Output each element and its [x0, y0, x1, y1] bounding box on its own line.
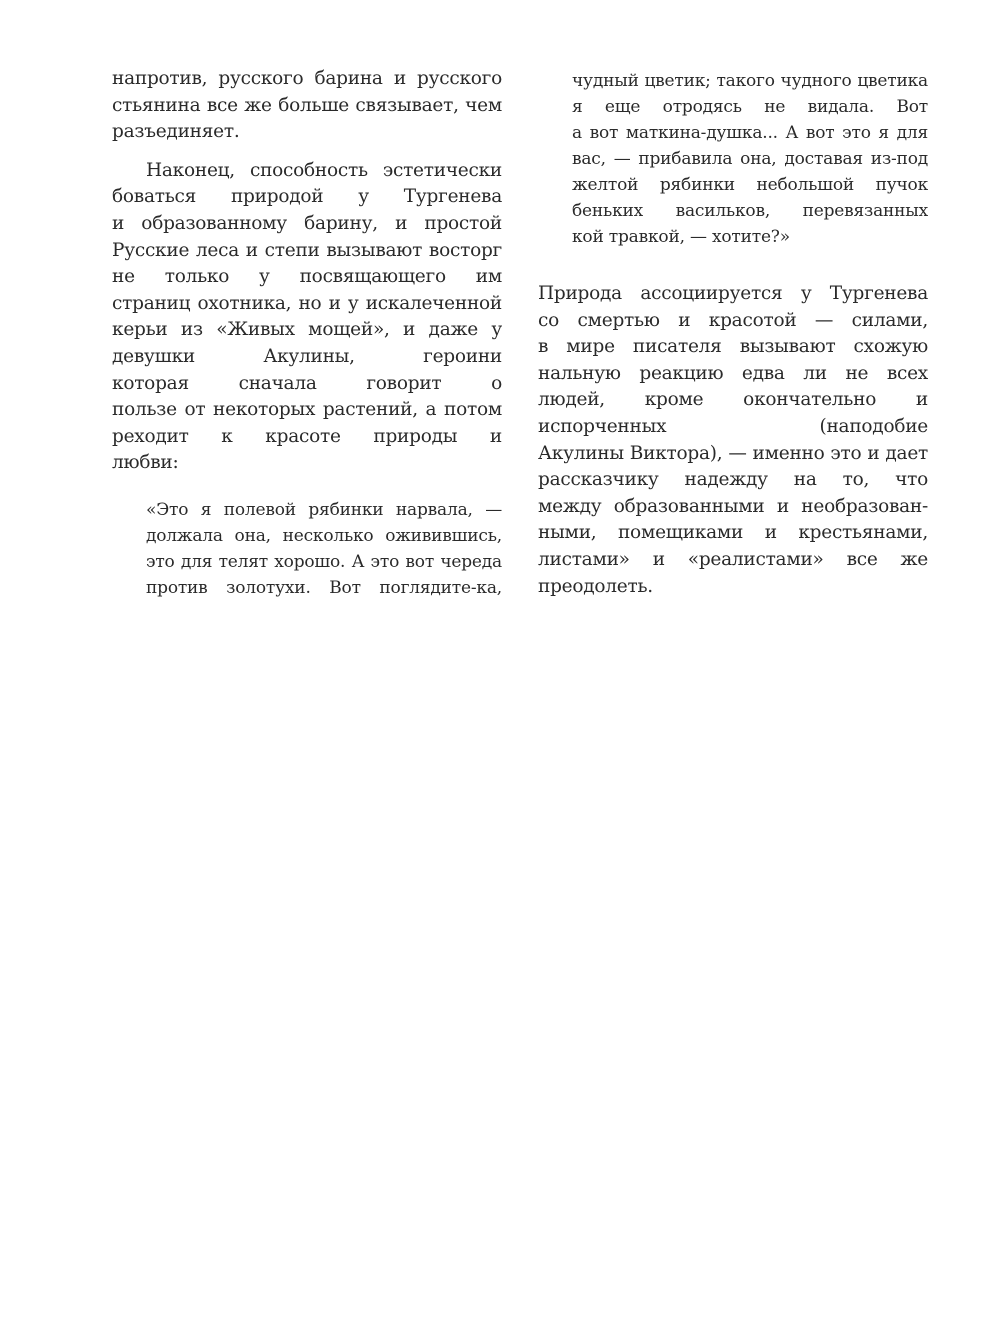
text-line: в мире писателя вызывают схожую	[538, 336, 928, 358]
text-line: и образованному барину, и простой	[112, 212, 502, 234]
text-line: пользе от некоторых растений, а потом	[112, 399, 502, 421]
text-line: преодолеть.	[538, 575, 653, 597]
text-line: Русские леса и степи вызывают восторг	[112, 239, 502, 261]
text-line: рассказчику надежду на то, что	[538, 469, 928, 491]
text-line: напротив, русского барина и русского	[112, 68, 502, 89]
text-line: ными, помещиками и крестьянами,	[538, 522, 928, 544]
quote-line: чудный цветик; такого чудного цветика	[572, 71, 928, 91]
text-line: Природа ассоциируется у Тургенева	[538, 283, 928, 304]
quote-block	[112, 497, 502, 601]
text-line: Наконец, способность эстетически	[146, 159, 502, 181]
text-line: керьи из «Живых мощей», и даже у	[112, 319, 502, 341]
text-line: страниц охотника, но и у искалеченной	[112, 292, 502, 314]
text-line: со смертью и красотой — силами,	[538, 309, 928, 331]
text-line: листами» и «реалистами» все же	[538, 548, 928, 570]
text-line: не только у посвящающего им	[112, 266, 502, 288]
quote-line: а вот маткина-душка... А вот это я для	[572, 123, 928, 143]
paragraph-2	[112, 158, 502, 477]
paragraph-3	[538, 281, 928, 600]
quote-line: беньких васильков, перевязанных	[572, 201, 928, 221]
quote-line: желтой рябинки небольшой пучок	[572, 175, 928, 195]
quote-line: вас, — прибавила она, доставая из-под	[572, 149, 928, 169]
text-line: Акулины Виктора), — именно это и дает	[538, 442, 928, 464]
left-column	[112, 66, 502, 601]
quote-line: это для телят хорошо. А это вот череда	[146, 551, 502, 572]
text-line: между образованными и необразован-	[538, 495, 928, 517]
quote-line: против золотухи. Вот поглядите-ка,	[146, 577, 502, 598]
text-line: разъединяет.	[112, 121, 240, 143]
text-line: людей, кроме окончательно и	[538, 389, 928, 411]
quote-line: я еще отродясь не видала. Вот	[572, 97, 928, 117]
text-line: реходит к красоте природы и	[112, 425, 502, 447]
quote-line: кой травкой, — хотите?»	[572, 227, 790, 247]
text-line: которая сначала говорит о	[112, 372, 502, 394]
text-line: любви:	[112, 452, 179, 474]
quote-block-continued	[538, 68, 928, 250]
quote-line: «Это я полевой рябинки нарвала, —	[146, 499, 502, 520]
quote-line: должала она, несколько оживившись,	[146, 525, 502, 546]
text-line: нальную реакцию едва ли не всех	[538, 362, 928, 384]
right-column	[538, 68, 928, 600]
paragraph-1	[112, 66, 502, 146]
text-line: боваться природой у Тургенева	[112, 186, 502, 208]
text-line: девушки Акулины, героини	[112, 345, 502, 367]
text-line: стьянина все же больше связывает, чем	[112, 94, 502, 116]
text-line: испорченных (наподобие	[538, 415, 928, 437]
